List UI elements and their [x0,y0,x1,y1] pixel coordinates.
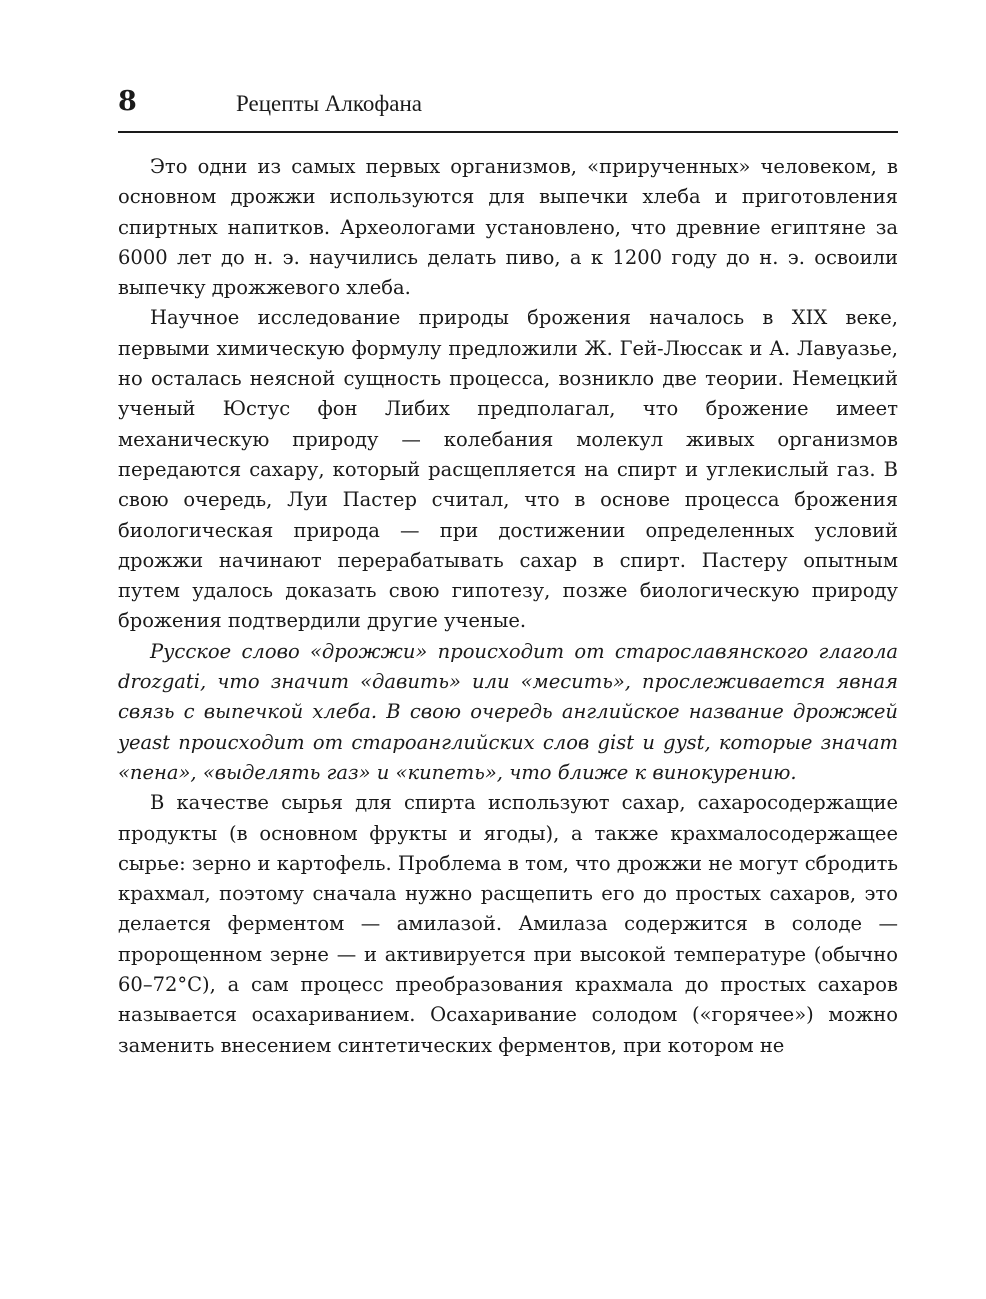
paragraph-yeast-history: Это одни из самых первых организмов, «прирученных» человеком, в основном дрожжи используются для выпечки хлеба и приготовления спиртных напитков. Археологами установлено, что древние египтяне за 6000 лет до н. э. научились делать пиво, а к 1200 году до н. э. освоили выпечку дрожжевого хлеба. [118,155,898,300]
page-number: 8 [118,86,137,117]
paragraph-fermentation-theories: Научное исследование природы брожения началось в XIX веке, первыми химическую формулу предложили Ж. Гей-Люссак и А. Лавуазье, но осталась неясной сущность процесса, возникло две теории. Немецкий ученый Юстус фон Либих предполагал, что брожение имеет механическую природу — колебания молекул живых организмов передаются сахару, который расщепляется на спирт и углекислый газ. В свою очередь, Луи Пастер считал, что в основе процесса брожения биологическая природа — при достижении определенных условий дрожжи начинают перерабатывать сахар в спирт. Пастеру опытным путем удалось доказать свою гипотезу, позже биологическую природу брожения подтвердили другие ученые. [118,306,898,633]
page-header [118,82,898,126]
running-title: Рецепты Алкофана [236,91,422,116]
paragraph-etymology-note: Русское слово «дрожжи» происходит от старославянского глагола drozgati, что значит «давить» или «месить», прослеживается явная связь с выпечкой хлеба. В свою очередь английское название дрожжей yeast происходит от староанглийских слов gist и gyst, которые значат «пена», «выделять газ» и «кипеть», что ближе к винокурению. [118,639,898,784]
paragraph-raw-materials: В качестве сырья для спирта используют сахар, сахаросодержащие продукты (в основном фрукты и ягоды), а также крахмалосодержащее сырье: зерно и картофель. Проблема в том, что дрожжи не могут сбродить крахмал, поэтому сначала нужно расщепить его до простых сахаров, это делается ферментом — амилазой. Амилаза содержится в солоде — пророщенном зерне — и активируется при высокой температуре (обычно 60–72°С), а сам процесс преобразования крахмала до простых сахаров называется осахариванием. Осахаривание солодом («горячее») можно заменить внесением синтетических ферментов, при котором не [118,791,898,1057]
body-text [118,152,898,1061]
header-rule [118,131,898,133]
